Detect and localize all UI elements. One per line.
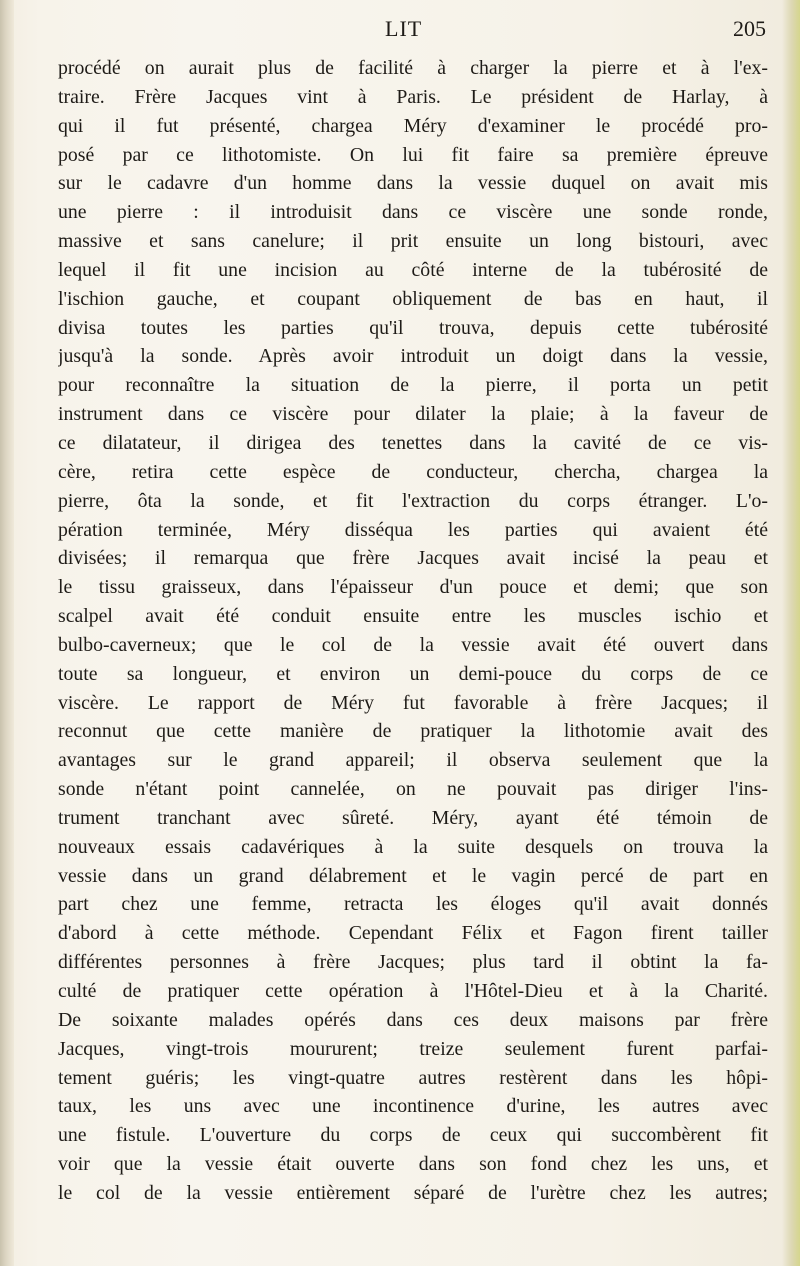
text-line: De soixante malades opérés dans ces deux maisons par frère [58, 1008, 768, 1031]
text-line: qui il fut présenté, chargea Méry d'examiner le procédé pro- [58, 114, 768, 137]
text-line: bulbo-caverneux; que le col de la vessie avait été ouvert dans [58, 633, 768, 656]
text-line: pération terminée, Méry disséqua les parties qui avaient été [58, 518, 768, 541]
text-line: le tissu graisseux, dans l'épaisseur d'un pouce et demi; que son [58, 576, 768, 599]
text-line: sonde n'étant point cannelée, on ne pouvait pas diriger l'ins- [58, 778, 768, 801]
text-line: le col de la vessie entièrement séparé de l'urètre chez les autres; [58, 1181, 768, 1204]
text-line: taux, les uns avec une incontinence d'urine, les autres avec [58, 1095, 768, 1118]
text-line: culté de pratiquer cette opération à l'Hôtel-Dieu et à la Charité. [58, 980, 768, 1002]
text-line: reconnut que cette manière de pratiquer la lithotomie avait des [58, 720, 768, 743]
text-line: Jacques, vingt-trois moururent; treize seulement furent parfai- [58, 1037, 768, 1060]
running-title: LIT [385, 16, 423, 41]
text-line: instrument dans ce viscère pour dilater la plaie; à la faveur de [58, 403, 768, 426]
page-number: 205 [733, 16, 766, 41]
text-line: scalpel avait été conduit ensuite entre les muscles ischio et [58, 605, 768, 628]
text-line: trument tranchant avec sûreté. Méry, ayant été témoin de [58, 806, 768, 829]
text-line: massive et sans canelure; il prit ensuite un long bistouri, avec [58, 230, 768, 253]
text-line: pour reconnaître la situation de la pierre, il porta un petit [58, 374, 768, 397]
page-binding-shadow [0, 0, 14, 1266]
page-edge [782, 0, 800, 1266]
text-line: part chez une femme, retracta les éloges qu'il avait donnés [58, 893, 768, 916]
text-line: toute sa longueur, et environ un demi-pouce du corps de ce [58, 662, 768, 685]
text-line: divisées; il remarqua que frère Jacques avait incisé la peau et [58, 547, 768, 570]
text-line: lequel il fit une incision au côté interne de la tubérosité de [58, 258, 768, 281]
text-line: une fistule. L'ouverture du corps de ceux qui succombèrent fit [58, 1124, 768, 1147]
text-line: sur le cadavre d'un homme dans la vessie duquel on avait mis [58, 172, 768, 195]
text-line: cère, retira cette espèce de conducteur, chercha, chargea la [58, 460, 768, 483]
body-text [58, 54, 768, 1208]
text-line: jusqu'à la sonde. Après avoir introduit un doigt dans la vessie, [58, 345, 768, 368]
text-line: une pierre : il introduisit dans ce viscère une sonde ronde, [58, 201, 768, 224]
text-line: l'ischion gauche, et coupant obliquement de bas en haut, il [58, 287, 768, 310]
text-line: avantages sur le grand appareil; il observa seulement que la [58, 749, 768, 772]
text-line: traire. Frère Jacques vint à Paris. Le président de Harlay, à [58, 85, 768, 108]
text-line: viscère. Le rapport de Méry fut favorable à frère Jacques; il [58, 691, 768, 714]
text-line: d'abord à cette méthode. Cependant Félix et Fagon firent tailler [58, 922, 768, 945]
text-line: ce dilatateur, il dirigea des tenettes dans la cavité de ce vis- [58, 431, 768, 454]
text-line: voir que la vessie était ouverte dans son fond chez les uns, et [58, 1153, 768, 1176]
text-line: vessie dans un grand délabrement et le vagin percé de part en [58, 864, 768, 887]
text-line: procédé on aurait plus de facilité à charger la pierre et à l'ex- [58, 57, 768, 79]
text-line: pierre, ôta la sonde, et fit l'extraction du corps étranger. L'o- [58, 489, 768, 512]
text-line: différentes personnes à frère Jacques; plus tard il obtint la fa- [58, 951, 768, 974]
text-line: posé par ce lithotomiste. On lui fit faire sa première épreuve [58, 143, 768, 166]
page-header [0, 16, 800, 50]
text-line: nouveaux essais cadavériques à la suite desquels on trouva la [58, 835, 768, 858]
text-line: tement guéris; les vingt-quatre autres restèrent dans les hôpi- [58, 1066, 768, 1089]
text-line: divisa toutes les parties qu'il trouva, depuis cette tubérosité [58, 316, 768, 339]
